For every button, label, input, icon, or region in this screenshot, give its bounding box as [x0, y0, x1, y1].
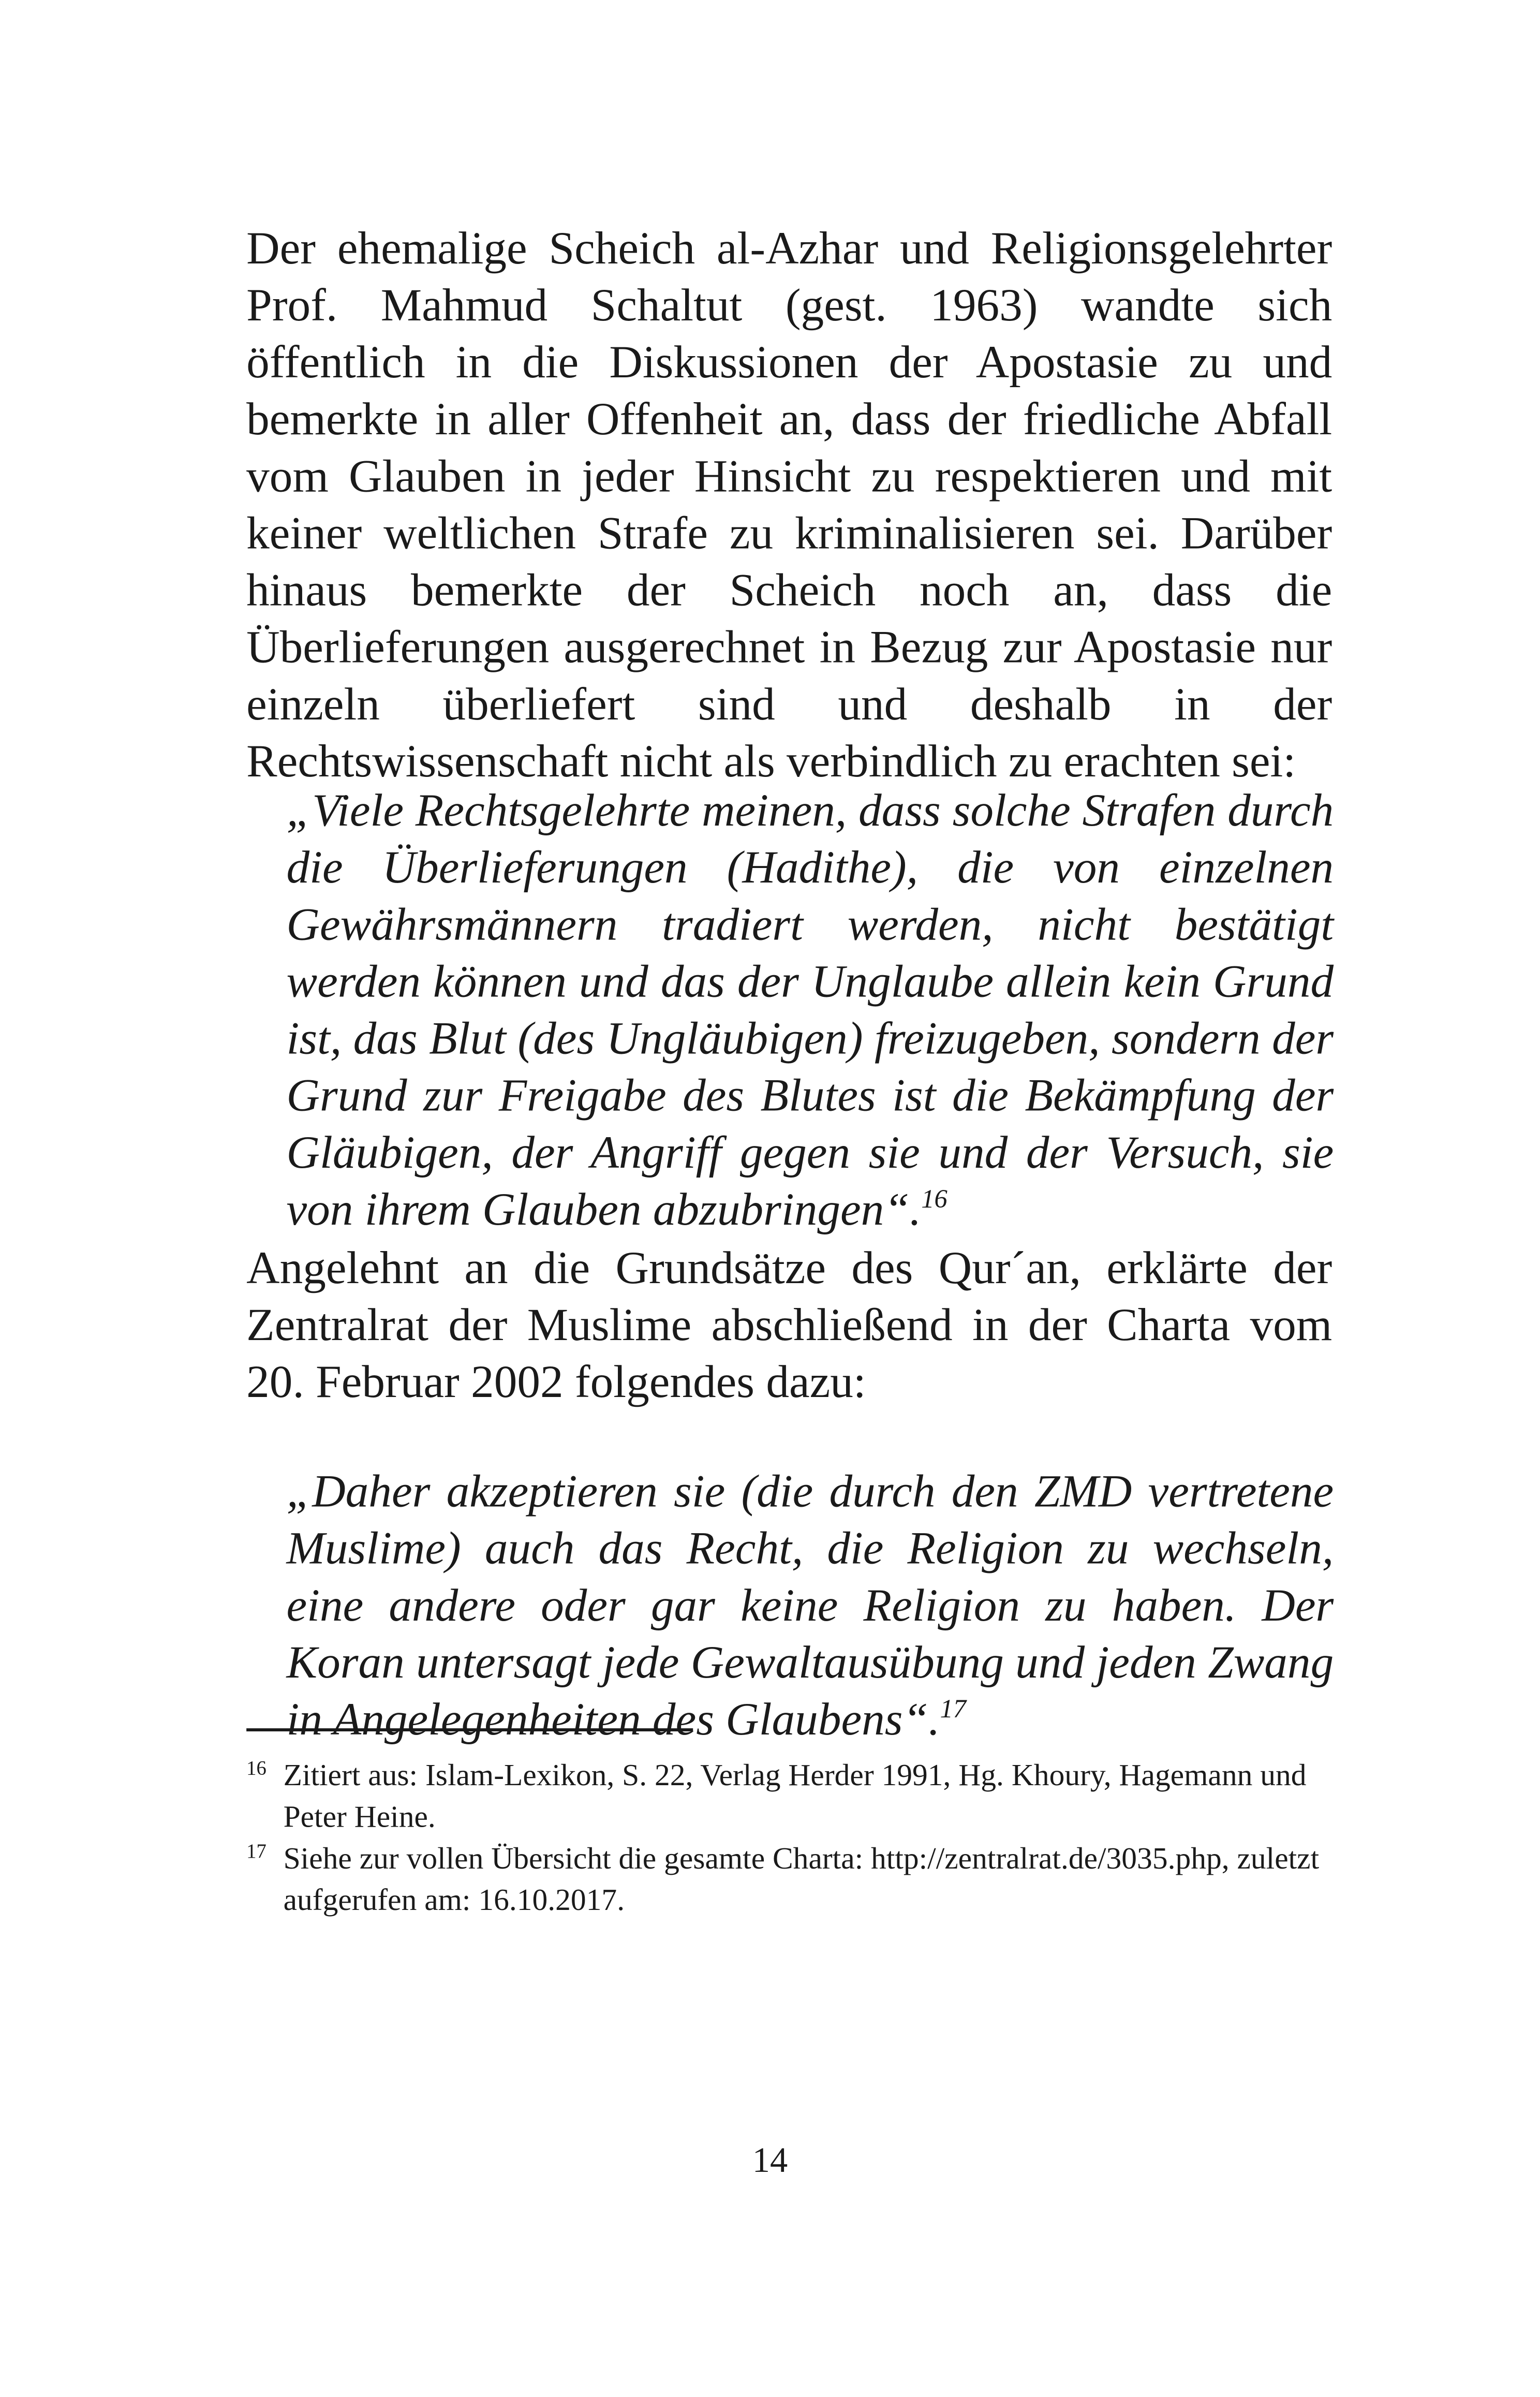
- footnote-number: 17: [246, 1839, 266, 1862]
- footnote-17: [246, 1839, 1340, 1922]
- body-paragraph-zentralrat: Angelehnt an die Grundsätze des Qur´an, erklärte der Zentralrat der Muslime abschließend in der Charta vom 20. Februar 2002 folgendes dazu:: [246, 1243, 1332, 1408]
- page-number: 14: [752, 2141, 788, 2180]
- footnote-text: Siehe zur vollen Übersicht die gesamte Charta: http://zentralrat.de/3035.php, zuletzt aufgerufen am: 16.10.2017.: [283, 1842, 1320, 1918]
- footnote-reference-16: 16: [921, 1184, 947, 1214]
- quote-text: „Daher akzeptieren sie (die durch den ZMD vertretene Muslime) auch das Recht, die Religion zu wechseln, eine andere oder gar keine Religion zu haben. Der Koran untersagt jede Gewaltausübung und jeden Zwang in Angelegenheiten des Glaubens“.: [286, 1466, 1334, 1745]
- block-quote-schaltut: [287, 783, 1334, 1239]
- footnote-reference-17: 17: [940, 1694, 967, 1724]
- body-paragraph-schaltut: Der ehemalige Scheich al-Azhar und Religionsgelehrter Prof. Mahmud Schaltut (gest. 1963) wandte sich öffentlich in die Diskussionen der Apostasie zu und bemerkte in aller Offenheit an, dass der friedliche Abfall vom Glauben in jeder Hinsicht zu respektieren und mit keiner weltlichen Strafe zu kriminalisieren sei. Darüber hinaus bemerkte der Scheich noch an, dass die Überlieferungen ausgerechnet in Bezug zur Apostasie nur einzeln überliefert sind und deshalb in der Rechtswissenschaft nicht als verbindlich zu erachten sei:: [246, 223, 1332, 787]
- footnote-16: [246, 1756, 1340, 1840]
- footnote-text: Zitiert aus: Islam-Lexikon, S. 22, Verlag Herder 1991, Hg. Khoury, Hagemann und Peter Heine.: [283, 1759, 1307, 1835]
- block-quote-charta: [287, 1463, 1334, 1748]
- footnote-number: 16: [246, 1756, 266, 1780]
- footnote-separator-rule: [246, 1728, 693, 1731]
- quote-text: „Viele Rechtsgelehrte meinen, dass solche Strafen durch die Überlieferungen (Hadithe), die von einzelnen Gewährsmännern tradiert werden, nicht bestätigt werden können und das der Unglaube allein kein Grund ist, das Blut (des Ungläubigen) freizugeben, sondern der Grund zur Freigabe des Blutes ist die Bekämpfung der Gläubigen, der Angriff gegen sie und der Versuch, sie von ihrem Glauben abzubringen“.: [286, 785, 1334, 1236]
